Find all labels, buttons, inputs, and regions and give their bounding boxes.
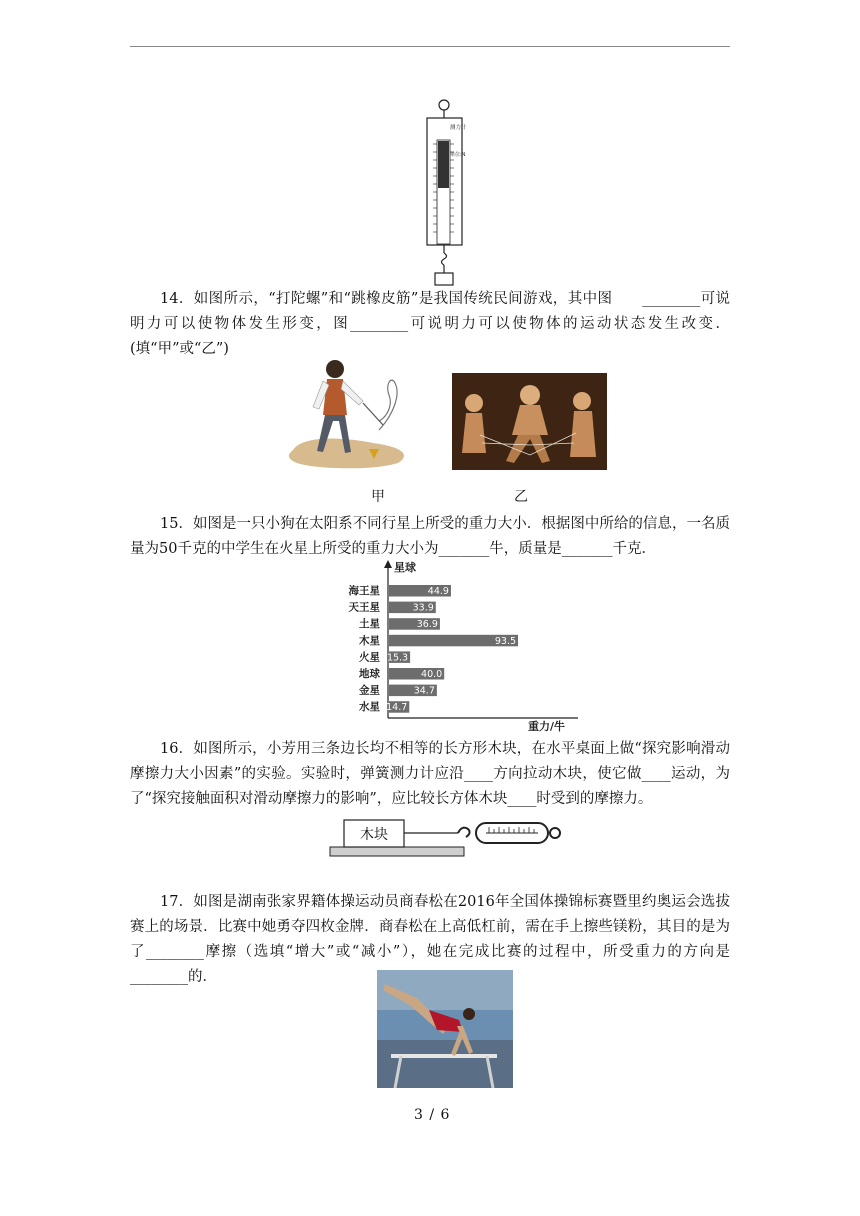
- y-axis-arrow: [384, 560, 392, 568]
- category-label: 火星: [359, 651, 380, 664]
- category-label: 地球: [359, 668, 380, 680]
- bar-value-label: 36.9: [416, 619, 438, 631]
- bar-value-label: 44.9: [427, 586, 449, 597]
- question-14-text: [130, 287, 730, 362]
- caption-yi: 乙: [514, 489, 528, 505]
- scale-title: 测力计: [450, 125, 467, 131]
- tabletop: [330, 847, 464, 856]
- category-label: 土星: [359, 618, 380, 631]
- bar-value-label: 34.7: [413, 685, 435, 697]
- bar-value-label: 33.9: [412, 602, 434, 614]
- x-axis-label: 重力/牛: [528, 720, 566, 733]
- bar-value-label: 14.7: [386, 702, 408, 714]
- question-16-body: 16．如图所示，小芳用三条边长均不相等的长方形木块，在水平桌面上做“探究影响滑动摩擦力大小因素”的实验。实验时，弹簧测力计应沿____方向拉动木块，使它做____运动，为了“探究接触面积对滑动摩擦力的影响”，应比较长方体木块____时受到的摩擦力。: [130, 741, 730, 807]
- category-label: 海王星: [348, 585, 380, 597]
- question-14-body: 14．如图所示，“打陀螺”和“跳橡皮筋”是我国传统民间游戏，其中图 ________可说明力可以使物体发生形变，图________可说明力可以使物体的运动状态发生改变．(填“甲”或“乙”): [130, 291, 730, 357]
- bar-value-label: 40.0: [421, 669, 443, 680]
- category-label: 木星: [359, 634, 380, 647]
- category-label: 天王星: [348, 601, 380, 614]
- question-15-text: [130, 512, 730, 562]
- gymnast-photo: [377, 970, 513, 1088]
- friction-experiment-figure: [326, 814, 566, 864]
- question-15-body: 15．如图是一只小狗在太阳系不同行星上所受的重力大小．根据图中所给的信息，一名质量为50千克的中学生在火星上所受的重力大小为_______牛，质量是_______千克．: [130, 516, 730, 557]
- header-rule: [130, 46, 730, 47]
- bar-value-label: 93.5: [494, 635, 517, 647]
- wooden-block-label: 木块: [360, 827, 388, 843]
- category-label: 水星: [359, 701, 380, 714]
- scale-unit: 单位:N: [450, 152, 466, 158]
- question-16-text: [130, 737, 730, 812]
- question-17-body: 17．如图是湖南张家界籍体操运动员商春松在2016年全国体操锦标赛暨里约奥运会选拔赛上的场景．比赛中她勇夺四枚金牌．商春松在上高低杠前，需在手上擦些镁粉，其目的是为了________摩擦（选填“增大”或“减小”），她在完成比赛的过程中，所受重力的方向是________的．: [130, 894, 730, 985]
- gravity-bar-chart: [328, 558, 588, 733]
- page-number: 3 / 6: [414, 1107, 451, 1123]
- spring-scale-figure: [420, 98, 470, 288]
- y-axis-label: 星球: [394, 561, 416, 574]
- spinning-top-photo: [283, 355, 419, 470]
- category-label: 金星: [359, 684, 380, 697]
- bar-value-label: 15.3: [386, 652, 409, 664]
- caption-jia: 甲: [371, 489, 385, 505]
- rubber-band-photo: [452, 373, 607, 470]
